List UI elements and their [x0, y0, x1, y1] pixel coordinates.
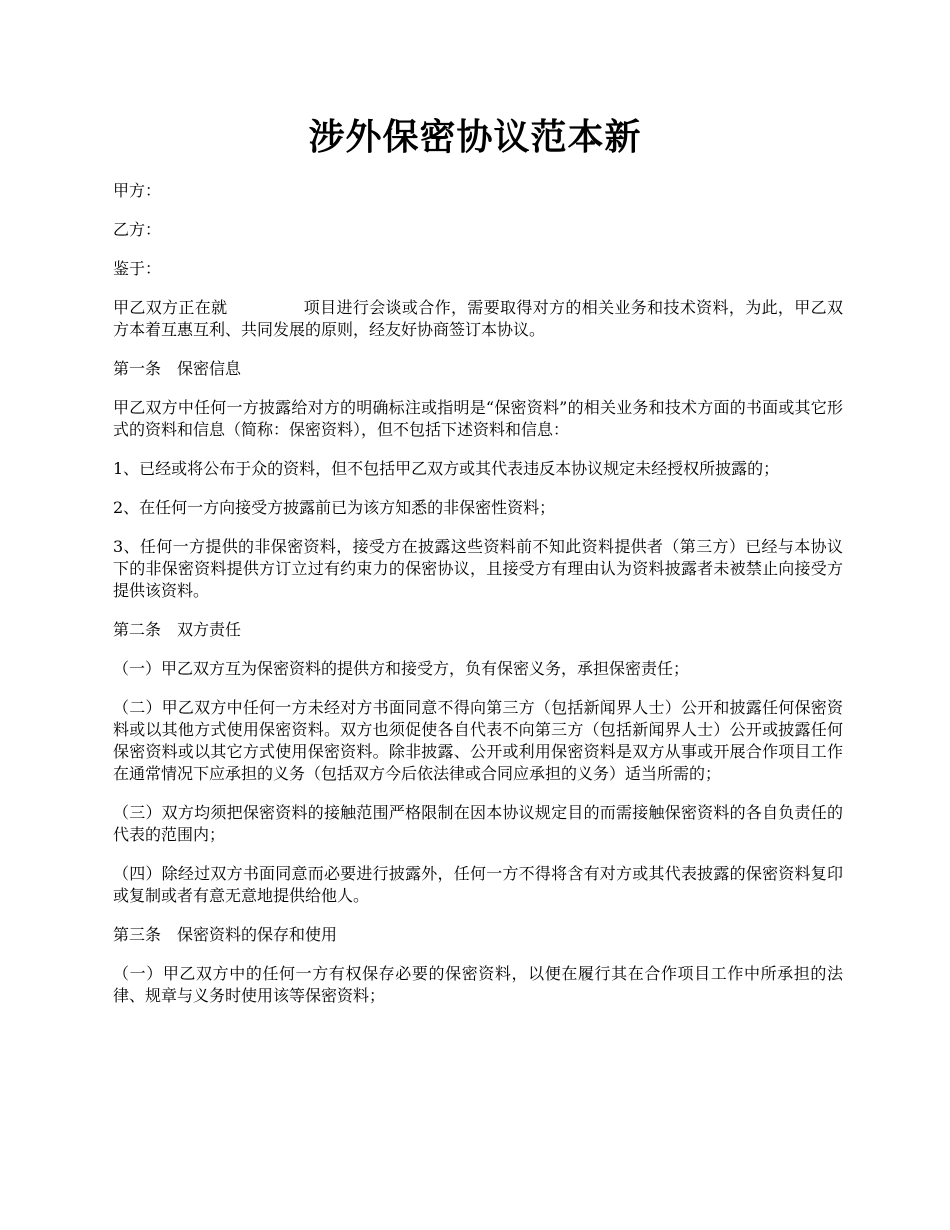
article-3-heading: 第三条 保密资料的保存和使用: [113, 925, 338, 944]
article-1-definition: 甲乙双方中任何一方披露给对方的明确标注或指明是“保密资料”的相关业务和技术方面的书面或其它形式的资料和信息（简称：保密资料），但不包括下述资料和信息：: [113, 398, 843, 439]
party-b-line: 乙方：: [113, 220, 162, 239]
document-body: [113, 180, 843, 1024]
article-1-item-3: 3、任何一方提供的非保密资料，接受方在披露这些资料前不知此资料提供者（第三方）已经与本协议下的非保密资料提供方订立过有约束力的保密协议，且接受方有理由认为资料披露者未被禁止向接受方提供该资料。: [113, 537, 843, 600]
article-3-item-1: （一）甲乙双方中的任何一方有权保存必要的保密资料，以便在履行其在合作项目工作中所承担的法律、规章与义务时使用该等保密资料；: [113, 964, 843, 1005]
document-title: 涉外保密协议范本新: [308, 116, 642, 158]
article-2-item-3: （三）双方均须把保密资料的接触范围严格限制在因本协议规定目的而需接触保密资料的各自负责任的代表的范围内；: [113, 803, 843, 844]
article-2-item-4: （四）除经过双方书面同意而必要进行披露外，任何一方不得将含有对方或其代表披露的保密资料复印或复制或者有意无意地提供给他人。: [113, 864, 843, 905]
article-1-item-1: 1、已经或将公布于众的资料，但不包括甲乙双方或其代表违反本协议规定未经授权所披露的；: [113, 459, 780, 478]
article-2-item-2: （二）甲乙双方中任何一方未经对方书面同意不得向第三方（包括新闻界人士）公开和披露任何保密资料或以其他方式使用保密资料。双方也须促使各自代表不向第三方（包括新闻界人士）公开或披露任何保密资料或以其它方式使用保密资料。除非披露、公开或利用保密资料是双方从事或开展合作项目工作在通常情况下应承担的义务（包括双方今后依法律或合同应承担的义务）适当所需的；: [113, 698, 843, 783]
article-2-item-1: （一）甲乙双方互为保密资料的提供方和接受方，负有保密义务，承担保密责任；: [113, 659, 690, 678]
article-2-heading: 第二条 双方责任: [113, 620, 242, 639]
intro-text-start: 甲乙双方正在就: [113, 298, 228, 317]
intro-text-end: 项目进行会谈或合作，需要取得对方的相关业务和技术资料，为此，甲乙双方本着互惠互利、共同发展的原则，经友好协商签订本协议。: [113, 298, 843, 339]
party-a-line: 甲方：: [113, 181, 162, 200]
article-1-item-2: 2、在任何一方向接受方披露前已为该方知悉的非保密性资料；: [113, 498, 556, 517]
intro-paragraph: [113, 297, 843, 341]
whereas-line: 鉴于：: [113, 259, 162, 278]
article-1-heading: 第一条 保密信息: [113, 359, 242, 378]
